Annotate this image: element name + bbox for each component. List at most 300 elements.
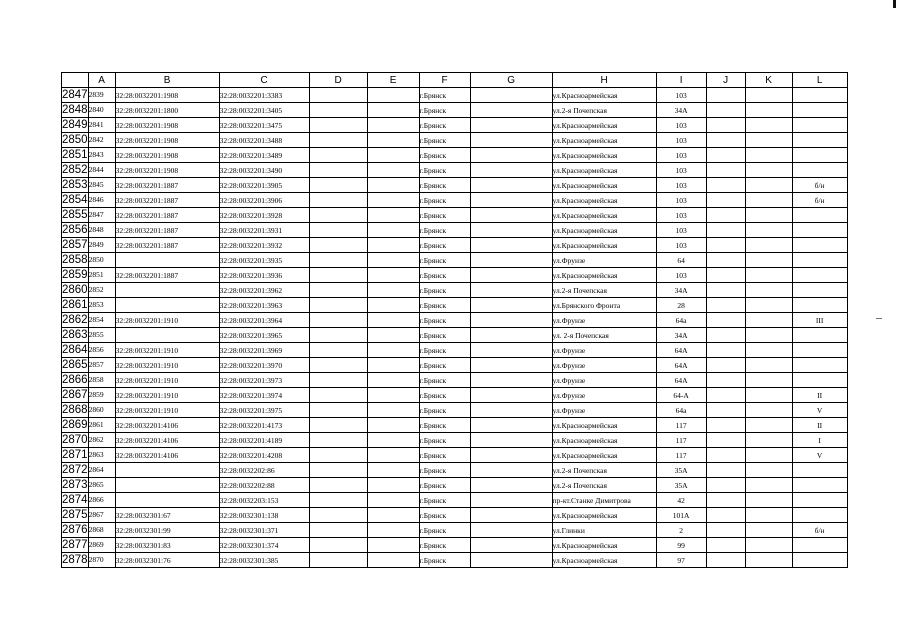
cell-j bbox=[706, 433, 745, 448]
table-row bbox=[62, 403, 848, 418]
cell-l bbox=[792, 463, 847, 478]
cell-b bbox=[115, 253, 219, 268]
cell-e bbox=[367, 478, 419, 493]
cell-h: ул.Глинки bbox=[552, 523, 656, 538]
cell-f: г.Брянск bbox=[419, 553, 470, 568]
cell-j bbox=[706, 268, 745, 283]
cell-c: 32:28:0032201:3963 bbox=[219, 298, 309, 313]
cell-b: 32:28:0032201:1910 bbox=[115, 388, 219, 403]
cell-i: 35А bbox=[656, 478, 706, 493]
cell-d bbox=[309, 313, 367, 328]
cell-j bbox=[706, 403, 745, 418]
cell-f: г.Брянск bbox=[419, 493, 470, 508]
cell-b: 32:28:0032201:1887 bbox=[115, 178, 219, 193]
cell-i: 64а bbox=[656, 403, 706, 418]
cell-f: г.Брянск bbox=[419, 88, 470, 103]
cell-k bbox=[745, 478, 792, 493]
cell-h: ул.Фрунзе bbox=[552, 373, 656, 388]
cell-h: ул.Красноармейская bbox=[552, 553, 656, 568]
cell-d bbox=[309, 163, 367, 178]
cell-h: пр-кт.Станке Димитрова bbox=[552, 493, 656, 508]
cell-e bbox=[367, 403, 419, 418]
cell-b: 32:28:0032201:1908 bbox=[115, 118, 219, 133]
cell-i: 103 bbox=[656, 238, 706, 253]
cell-k bbox=[745, 373, 792, 388]
cell-j bbox=[706, 538, 745, 553]
cell-h: ул.Красноармейская bbox=[552, 133, 656, 148]
row-number: 2870 bbox=[62, 433, 88, 446]
cell-e bbox=[367, 118, 419, 133]
cell-e bbox=[367, 148, 419, 163]
cell-k bbox=[745, 148, 792, 163]
cell-f: г.Брянск bbox=[419, 418, 470, 433]
cell-c: 32:28:0032201:3383 bbox=[219, 88, 309, 103]
cell-l bbox=[792, 508, 847, 523]
cell-l bbox=[792, 298, 847, 313]
cell-d bbox=[309, 283, 367, 298]
cell-d bbox=[309, 403, 367, 418]
cell-i: 35А bbox=[656, 463, 706, 478]
cell-e bbox=[367, 163, 419, 178]
cell-h: ул.Фрунзе bbox=[552, 358, 656, 373]
cell-l bbox=[792, 268, 847, 283]
cell-j bbox=[706, 238, 745, 253]
cell-b: 32:28:0032201:1887 bbox=[115, 208, 219, 223]
cell-b: 32:28:0032201:1887 bbox=[115, 268, 219, 283]
cell-f: г.Брянск bbox=[419, 478, 470, 493]
cell-d bbox=[309, 223, 367, 238]
cell-i: 103 bbox=[656, 133, 706, 148]
cell-j bbox=[706, 463, 745, 478]
cell-h: ул.Красноармейская bbox=[552, 238, 656, 253]
table-row bbox=[62, 388, 848, 403]
row-number: 2876 bbox=[62, 523, 88, 536]
cell-a: 2864 bbox=[88, 463, 115, 478]
cell-i: 34А bbox=[656, 103, 706, 118]
cell-d bbox=[309, 88, 367, 103]
cell-e bbox=[367, 298, 419, 313]
cell-j bbox=[706, 118, 745, 133]
cell-c: 32:28:0032201:3932 bbox=[219, 238, 309, 253]
row-number: 2873 bbox=[62, 478, 88, 491]
cell-j bbox=[706, 508, 745, 523]
cell-g bbox=[470, 463, 552, 478]
cell-b: 32:28:0032201:1908 bbox=[115, 88, 219, 103]
cell-a: 2861 bbox=[88, 418, 115, 433]
cell-a: 2857 bbox=[88, 358, 115, 373]
cell-l bbox=[792, 253, 847, 268]
cell-h: ул.Красноармейская bbox=[552, 433, 656, 448]
cell-h: ул.2-я Почепская bbox=[552, 103, 656, 118]
cell-f: г.Брянск bbox=[419, 283, 470, 298]
cell-c: 32:28:0032301:374 bbox=[219, 538, 309, 553]
cell-k bbox=[745, 463, 792, 478]
cell-f: г.Брянск bbox=[419, 223, 470, 238]
cell-j bbox=[706, 178, 745, 193]
table-row bbox=[62, 478, 848, 493]
column-header-e: E bbox=[367, 73, 419, 88]
cell-h: ул.Красноармейская bbox=[552, 163, 656, 178]
cell-e bbox=[367, 553, 419, 568]
cell-l bbox=[792, 478, 847, 493]
cell-i: 103 bbox=[656, 118, 706, 133]
cell-h: ул.Красноармейская bbox=[552, 418, 656, 433]
cell-j bbox=[706, 208, 745, 223]
cell-e bbox=[367, 193, 419, 208]
cell-e bbox=[367, 178, 419, 193]
cell-e bbox=[367, 208, 419, 223]
cell-a: 2870 bbox=[88, 553, 115, 568]
cell-d bbox=[309, 118, 367, 133]
cell-i: 103 bbox=[656, 193, 706, 208]
cell-i: 64А bbox=[656, 373, 706, 388]
table-row bbox=[62, 103, 848, 118]
cell-k bbox=[745, 163, 792, 178]
row-number: 2871 bbox=[62, 448, 88, 461]
cell-g bbox=[470, 358, 552, 373]
cell-f: г.Брянск bbox=[419, 133, 470, 148]
cell-b bbox=[115, 328, 219, 343]
cell-b: 32:28:0032201:1908 bbox=[115, 133, 219, 148]
cell-g bbox=[470, 538, 552, 553]
cell-i: 99 bbox=[656, 538, 706, 553]
cell-c: 32:28:0032201:4173 bbox=[219, 418, 309, 433]
cell-h: ул.Красноармейская bbox=[552, 538, 656, 553]
cell-h: ул.Фрунзе bbox=[552, 253, 656, 268]
cell-d bbox=[309, 463, 367, 478]
row-number: 2864 bbox=[62, 343, 88, 356]
table-row bbox=[62, 358, 848, 373]
cell-c: 32:28:0032201:3935 bbox=[219, 253, 309, 268]
cell-g bbox=[470, 478, 552, 493]
cell-d bbox=[309, 448, 367, 463]
cell-f: г.Брянск bbox=[419, 118, 470, 133]
cell-f: г.Брянск bbox=[419, 448, 470, 463]
row-number: 2877 bbox=[62, 538, 88, 551]
cell-j bbox=[706, 253, 745, 268]
cell-j bbox=[706, 88, 745, 103]
cell-f: г.Брянск bbox=[419, 343, 470, 358]
cell-g bbox=[470, 523, 552, 538]
cell-c: 32:28:0032201:3489 bbox=[219, 148, 309, 163]
cell-a: 2848 bbox=[88, 223, 115, 238]
cell-b bbox=[115, 493, 219, 508]
cell-j bbox=[706, 553, 745, 568]
cell-f: г.Брянск bbox=[419, 433, 470, 448]
cell-j bbox=[706, 163, 745, 178]
column-header-i: I bbox=[656, 73, 706, 88]
row-number: 2866 bbox=[62, 373, 88, 386]
cell-g bbox=[470, 388, 552, 403]
cell-c: 32:28:0032201:4208 bbox=[219, 448, 309, 463]
cell-i: 103 bbox=[656, 178, 706, 193]
cell-f: г.Брянск bbox=[419, 328, 470, 343]
row-number: 2865 bbox=[62, 358, 88, 371]
cell-a: 2843 bbox=[88, 148, 115, 163]
cell-a: 2866 bbox=[88, 493, 115, 508]
table-row bbox=[62, 193, 848, 208]
cell-d bbox=[309, 373, 367, 388]
cell-c: 32:28:0032201:3975 bbox=[219, 403, 309, 418]
cell-j bbox=[706, 478, 745, 493]
cell-k bbox=[745, 403, 792, 418]
cell-a: 2845 bbox=[88, 178, 115, 193]
cell-j bbox=[706, 418, 745, 433]
cell-g bbox=[470, 148, 552, 163]
cell-c: 32:28:0032202:88 bbox=[219, 478, 309, 493]
cell-d bbox=[309, 388, 367, 403]
cell-d bbox=[309, 133, 367, 148]
cell-c: 32:28:0032201:3931 bbox=[219, 223, 309, 238]
cell-e bbox=[367, 373, 419, 388]
row-number: 2850 bbox=[62, 133, 88, 146]
cell-d bbox=[309, 433, 367, 448]
cell-g bbox=[470, 208, 552, 223]
cell-f: г.Брянск bbox=[419, 268, 470, 283]
row-number: 2852 bbox=[62, 163, 88, 176]
cell-h: ул.Красноармейская bbox=[552, 508, 656, 523]
cell-e bbox=[367, 388, 419, 403]
cell-h: ул.2-я Почепская bbox=[552, 463, 656, 478]
cell-i: 103 bbox=[656, 223, 706, 238]
column-header-k: K bbox=[745, 73, 792, 88]
cell-c: 32:28:0032301:138 bbox=[219, 508, 309, 523]
cell-j bbox=[706, 193, 745, 208]
table-row bbox=[62, 538, 848, 553]
cell-b: 32:28:0032201:4106 bbox=[115, 418, 219, 433]
cell-g bbox=[470, 298, 552, 313]
cell-c: 32:28:0032201:3973 bbox=[219, 373, 309, 388]
cell-g bbox=[470, 88, 552, 103]
cell-j bbox=[706, 223, 745, 238]
column-header-a: A bbox=[88, 73, 115, 88]
cell-g bbox=[470, 328, 552, 343]
cell-f: г.Брянск bbox=[419, 358, 470, 373]
row-number: 2856 bbox=[62, 223, 88, 236]
table-row bbox=[62, 133, 848, 148]
cell-j bbox=[706, 388, 745, 403]
cell-j bbox=[706, 298, 745, 313]
cell-a: 2867 bbox=[88, 508, 115, 523]
cell-c: 32:28:0032201:3905 bbox=[219, 178, 309, 193]
cell-b: 32:28:0032201:1887 bbox=[115, 193, 219, 208]
table-row bbox=[62, 88, 848, 103]
cell-d bbox=[309, 268, 367, 283]
cell-i: 103 bbox=[656, 88, 706, 103]
cell-f: г.Брянск bbox=[419, 463, 470, 478]
cell-i: 64-А bbox=[656, 388, 706, 403]
cell-k bbox=[745, 493, 792, 508]
cell-j bbox=[706, 283, 745, 298]
cell-a: 2844 bbox=[88, 163, 115, 178]
table-row bbox=[62, 313, 848, 328]
cell-h: ул.2-я Почепская bbox=[552, 478, 656, 493]
cell-g bbox=[470, 403, 552, 418]
cell-a: 2856 bbox=[88, 343, 115, 358]
cell-d bbox=[309, 178, 367, 193]
table-row bbox=[62, 343, 848, 358]
table-row bbox=[62, 493, 848, 508]
cell-f: г.Брянск bbox=[419, 313, 470, 328]
cell-h: ул.Фрунзе bbox=[552, 313, 656, 328]
cell-b: 32:28:0032301:76 bbox=[115, 553, 219, 568]
cell-k bbox=[745, 553, 792, 568]
cell-a: 2859 bbox=[88, 388, 115, 403]
column-header-h: H bbox=[552, 73, 656, 88]
cell-c: 32:28:0032203:153 bbox=[219, 493, 309, 508]
row-number: 2878 bbox=[62, 553, 88, 566]
cell-d bbox=[309, 193, 367, 208]
cell-c: 32:28:0032201:4189 bbox=[219, 433, 309, 448]
cell-h: ул.Фрунзе bbox=[552, 343, 656, 358]
cell-g bbox=[470, 133, 552, 148]
cell-g bbox=[470, 343, 552, 358]
cell-l bbox=[792, 343, 847, 358]
cell-f: г.Брянск bbox=[419, 373, 470, 388]
row-number: 2859 bbox=[62, 268, 88, 281]
row-number: 2854 bbox=[62, 193, 88, 206]
cell-f: г.Брянск bbox=[419, 193, 470, 208]
cell-i: 64а bbox=[656, 313, 706, 328]
cell-k bbox=[745, 238, 792, 253]
table-row bbox=[62, 148, 848, 163]
row-number: 2868 bbox=[62, 403, 88, 416]
cell-b: 32:28:0032201:1908 bbox=[115, 163, 219, 178]
cell-l bbox=[792, 208, 847, 223]
cell-e bbox=[367, 268, 419, 283]
cell-b: 32:28:0032301:67 bbox=[115, 508, 219, 523]
cell-a: 2860 bbox=[88, 403, 115, 418]
row-number: 2853 bbox=[62, 178, 88, 191]
table-row bbox=[62, 448, 848, 463]
cell-g bbox=[470, 118, 552, 133]
cell-a: 2863 bbox=[88, 448, 115, 463]
cell-l bbox=[792, 88, 847, 103]
row-number: 2851 bbox=[62, 148, 88, 161]
cell-k bbox=[745, 343, 792, 358]
cell-b: 32:28:0032201:1910 bbox=[115, 313, 219, 328]
cell-h: ул.Фрунзе bbox=[552, 403, 656, 418]
cell-i: 64А bbox=[656, 358, 706, 373]
column-header-d: D bbox=[309, 73, 367, 88]
cell-b bbox=[115, 463, 219, 478]
cell-d bbox=[309, 523, 367, 538]
column-header-row bbox=[62, 73, 848, 88]
cell-k bbox=[745, 328, 792, 343]
cell-i: 103 bbox=[656, 148, 706, 163]
cell-l bbox=[792, 283, 847, 298]
cell-g bbox=[470, 448, 552, 463]
cell-i: 97 bbox=[656, 553, 706, 568]
cell-g bbox=[470, 178, 552, 193]
cell-j bbox=[706, 313, 745, 328]
cell-b: 32:28:0032201:1910 bbox=[115, 358, 219, 373]
cell-h: ул.2-я Почепская bbox=[552, 283, 656, 298]
row-number: 2855 bbox=[62, 208, 88, 221]
cell-k bbox=[745, 208, 792, 223]
table-row bbox=[62, 553, 848, 568]
cell-b: 32:28:0032201:4106 bbox=[115, 433, 219, 448]
cell-d bbox=[309, 343, 367, 358]
cell-a: 2852 bbox=[88, 283, 115, 298]
cell-i: 34А bbox=[656, 283, 706, 298]
cell-e bbox=[367, 523, 419, 538]
cell-c: 32:28:0032201:3970 bbox=[219, 358, 309, 373]
cell-g bbox=[470, 493, 552, 508]
cell-l bbox=[792, 223, 847, 238]
cell-d bbox=[309, 493, 367, 508]
cell-l: б/н bbox=[792, 193, 847, 208]
cell-j bbox=[706, 448, 745, 463]
cell-l bbox=[792, 148, 847, 163]
cell-b: 32:28:0032301:83 bbox=[115, 538, 219, 553]
table-row bbox=[62, 178, 848, 193]
cell-b bbox=[115, 298, 219, 313]
row-number: 2869 bbox=[62, 418, 88, 431]
cell-k bbox=[745, 298, 792, 313]
cell-e bbox=[367, 328, 419, 343]
table-row bbox=[62, 328, 848, 343]
cell-k bbox=[745, 358, 792, 373]
cell-e bbox=[367, 253, 419, 268]
cell-d bbox=[309, 238, 367, 253]
cell-e bbox=[367, 103, 419, 118]
cell-c: 32:28:0032201:3488 bbox=[219, 133, 309, 148]
cell-j bbox=[706, 373, 745, 388]
cell-l bbox=[792, 493, 847, 508]
table-row bbox=[62, 523, 848, 538]
cell-d bbox=[309, 328, 367, 343]
cell-g bbox=[470, 508, 552, 523]
cell-d bbox=[309, 478, 367, 493]
cell-d bbox=[309, 553, 367, 568]
cell-l bbox=[792, 133, 847, 148]
cell-a: 2854 bbox=[88, 313, 115, 328]
table-row bbox=[62, 373, 848, 388]
cell-c: 32:28:0032301:371 bbox=[219, 523, 309, 538]
cell-d bbox=[309, 508, 367, 523]
cell-a: 2869 bbox=[88, 538, 115, 553]
table-row bbox=[62, 433, 848, 448]
cell-l bbox=[792, 373, 847, 388]
table-row bbox=[62, 298, 848, 313]
cell-c: 32:28:0032201:3405 bbox=[219, 103, 309, 118]
column-header-c: C bbox=[219, 73, 309, 88]
cell-c: 32:28:0032201:3936 bbox=[219, 268, 309, 283]
cell-l bbox=[792, 238, 847, 253]
cell-h: ул.Красноармейская bbox=[552, 193, 656, 208]
cell-h: ул. 2-я Почепская bbox=[552, 328, 656, 343]
cell-k bbox=[745, 133, 792, 148]
row-number: 2867 bbox=[62, 388, 88, 401]
cell-a: 2849 bbox=[88, 238, 115, 253]
cell-c: 32:28:0032201:3906 bbox=[219, 193, 309, 208]
table-row bbox=[62, 463, 848, 478]
cell-g bbox=[470, 373, 552, 388]
cell-l bbox=[792, 358, 847, 373]
cell-e bbox=[367, 358, 419, 373]
cell-d bbox=[309, 103, 367, 118]
cell-k bbox=[745, 418, 792, 433]
cell-k bbox=[745, 313, 792, 328]
cell-l: III bbox=[792, 313, 847, 328]
cell-c: 32:28:0032201:3969 bbox=[219, 343, 309, 358]
cell-f: г.Брянск bbox=[419, 238, 470, 253]
corner-cell bbox=[62, 73, 89, 88]
cell-i: 117 bbox=[656, 418, 706, 433]
cell-b: 32:28:0032201:4106 bbox=[115, 448, 219, 463]
cell-c: 32:28:0032201:3974 bbox=[219, 388, 309, 403]
